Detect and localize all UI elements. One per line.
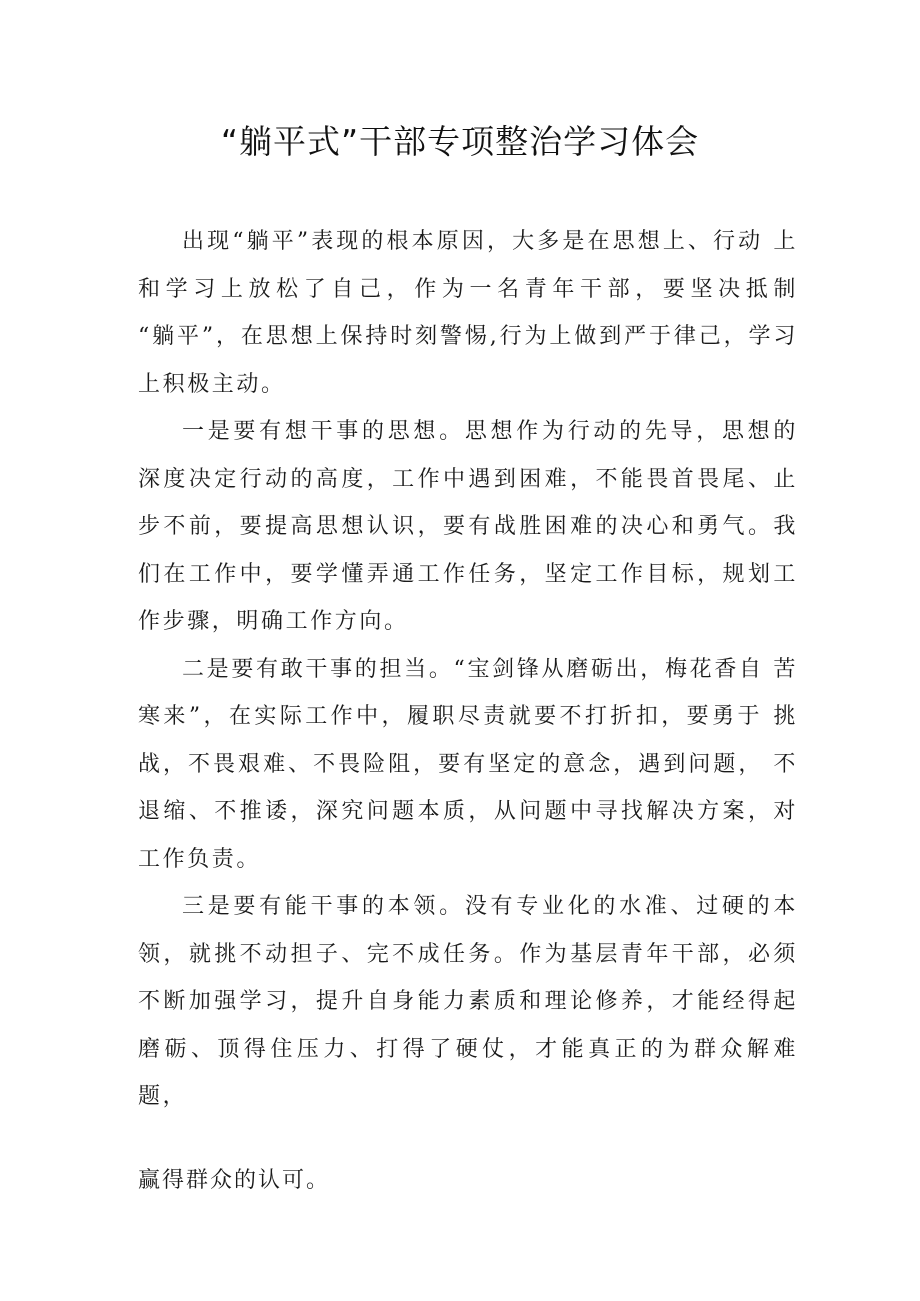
document-body (138, 218, 833, 1204)
page-title: “躺平式”干部专项整治学习体会 (220, 122, 700, 161)
paragraph-point-three: 三是要有能干事的本领。没有专业化的水准、过硬的本 领，就挑不动担子、完不成任务。作为基层青年干部，必须 不断加强学习，提升自身能力素质和理论修养，才能经得起 磨砺、顶得住压力、打得了硬仗，才能真正的为群众解难题， (138, 894, 823, 1109)
paragraph-intro: 出现“躺平”表现的根本原因，大多是在思想上、行动 上和学习上放松了自己，作为一名青年干部，要坚决抵制 “躺平”，在思想上保持时刻警惕,行为上做到严于律己，学习上积极主动。 (138, 229, 833, 397)
paragraph-closing-line: 赢得群众的认可。 (138, 1167, 331, 1193)
paragraph-point-two: 二是要有敢干事的担当。“宝剑锋从磨砺出，梅花香自 苦寒来”，在实际工作中，履职尽责就要不打折扣，要勇于 挑战，不畏艰难、不畏险阻，要有坚定的意念，遇到问题， 不退缩、不推诿，深究问题本质，从问题中寻找解决方案，对工作负责。 (138, 656, 798, 872)
paragraph-point-one: 一是要有想干事的思想。思想作为行动的先导，思想的 深度决定行动的高度，工作中遇到困难，不能畏首畏尾、止 步不前，要提高思想认识，要有战胜困难的决心和勇气。我 们在工作中，要学懂弄通工作任务，坚定工作目标，规划工 作步骤，明确工作方向。 (138, 419, 833, 634)
